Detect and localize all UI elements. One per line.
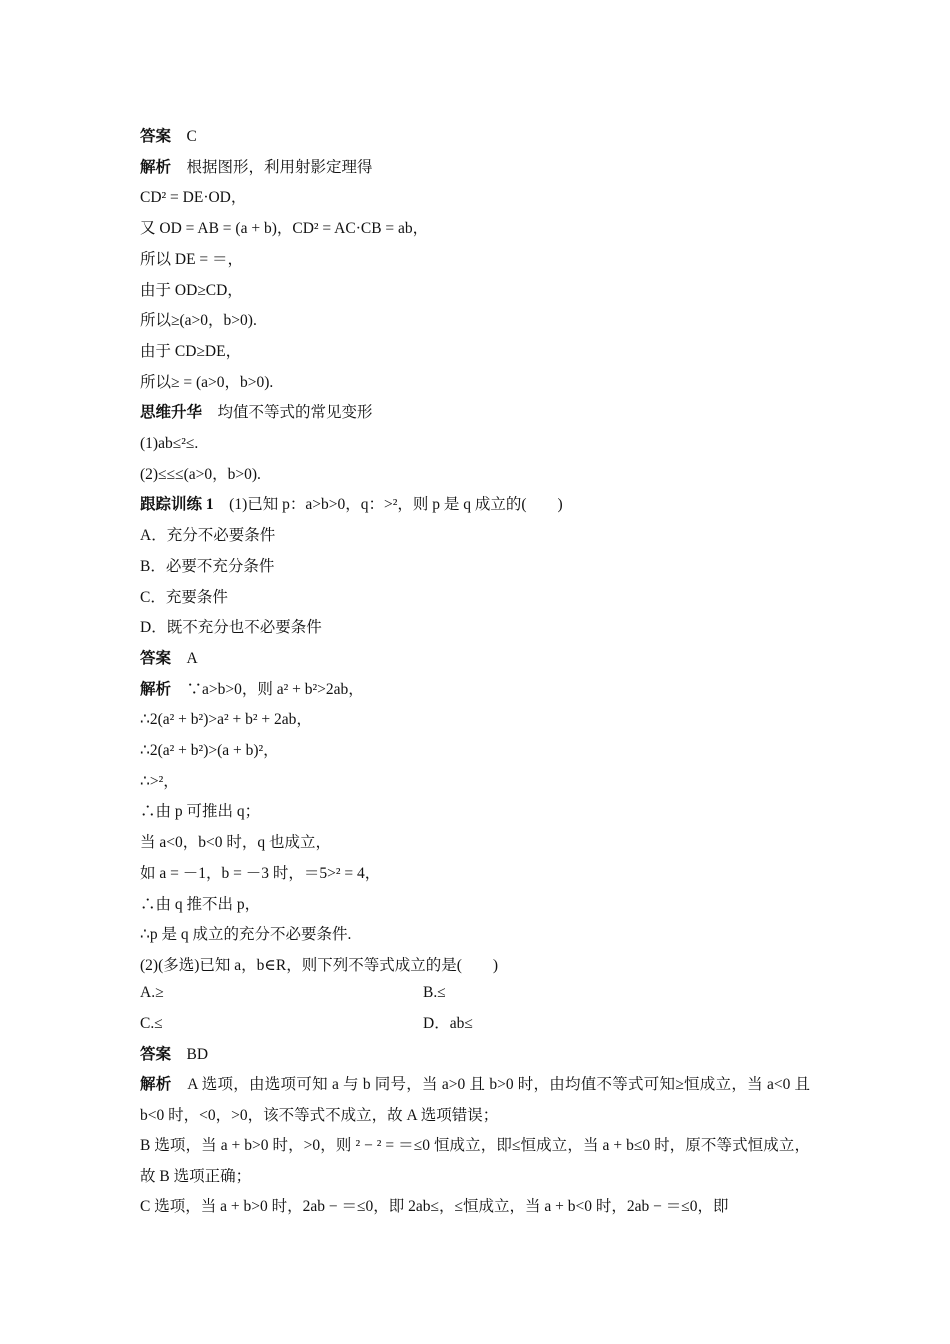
line-text: ∴2(a² + b²)>(a + b)²， bbox=[140, 742, 279, 759]
text-line bbox=[140, 342, 241, 362]
line-text: ∵a>b>0，则 a² + b²>2ab， bbox=[186, 680, 364, 698]
analysis-para-1 bbox=[140, 1069, 810, 1131]
answer-text: BD bbox=[186, 1046, 209, 1063]
text-line bbox=[140, 895, 260, 915]
analysis-para-2 bbox=[140, 1130, 810, 1192]
text-line bbox=[140, 373, 273, 393]
line-text: ∴由 q 推不出 p， bbox=[140, 895, 261, 913]
line-text: (1)已知 p：a>b>0，q：>²，则 p 是 q 成立的( ) bbox=[229, 496, 563, 514]
text-line bbox=[140, 802, 260, 822]
text-line bbox=[140, 680, 364, 700]
option-row-1 bbox=[140, 983, 164, 1003]
text-line bbox=[140, 618, 322, 638]
option-a: A.≥ bbox=[140, 984, 164, 1001]
text-line bbox=[140, 925, 351, 945]
line-text: 均值不等式的常见变形 bbox=[217, 404, 373, 422]
line-text: 由于 CD≥DE， bbox=[140, 342, 242, 360]
option-c: C.≤ bbox=[140, 1015, 163, 1032]
line-text: 根据图形，利用射影定理得 bbox=[186, 158, 373, 176]
line-text: ∴由 p 可推出 q； bbox=[140, 803, 261, 821]
analysis-text-1: A 选项，由选项可知 a 与 b 同号，当 a>0 且 b>0 时，由均值不等式可知≥恒成立，当 a<0 且 b<0 时，<0，>0，该不等式不成立，故 A 选项错误； bbox=[140, 1076, 810, 1124]
text-line bbox=[140, 250, 243, 270]
line-text: A．充分不必要条件 bbox=[140, 527, 276, 545]
line-text: B．必要不充分条件 bbox=[140, 557, 275, 575]
line-text: 所以≥(a>0，b>0). bbox=[140, 312, 257, 330]
line-text: (1)ab≤²≤. bbox=[140, 435, 199, 452]
line-text: 又 OD = AB = (a + b)，CD² = AC·CB = ab， bbox=[140, 220, 429, 238]
text-line bbox=[140, 710, 312, 730]
line-text: A bbox=[186, 649, 198, 667]
text-line bbox=[140, 127, 197, 147]
line-text: ∴>²， bbox=[140, 772, 179, 790]
text-line bbox=[140, 311, 257, 331]
analysis-text-2: B 选项，当 a + b>0 时，>0，则 ² − ² = ＝≤0 恒成立，即≤恒成立，当 a + b≤0 时，原不等式恒成立，故 B 选项正确； bbox=[140, 1137, 810, 1185]
line-text: D．既不充分也不必要条件 bbox=[140, 619, 322, 637]
option-row-2 bbox=[140, 1014, 163, 1034]
line-text: 由于 OD≥CD， bbox=[140, 281, 243, 299]
analysis-text-3: C 选项，当 a + b>0 时，2ab − ＝≤0，即 2ab≤，≤恒成立，当 a + b<0 时，2ab − ＝≤0，即 bbox=[140, 1198, 729, 1215]
line-text: 所以≥ = (a>0，b>0). bbox=[140, 373, 274, 391]
text-line bbox=[140, 557, 274, 577]
line-text: ∴p 是 q 成立的充分不必要条件. bbox=[140, 926, 352, 944]
line-text: 当 a<0，b<0 时，q 也成立， bbox=[140, 834, 331, 852]
line-label: 解析 bbox=[140, 680, 172, 698]
option-b: B.≤ bbox=[423, 984, 446, 1001]
text-line bbox=[140, 833, 331, 853]
line-text: 所以 DE = ＝， bbox=[140, 250, 244, 268]
text-line bbox=[140, 526, 275, 546]
text-line bbox=[140, 465, 261, 485]
option-d: D．ab≤ bbox=[423, 1015, 473, 1032]
line-label: 跟踪训练 1 bbox=[140, 496, 214, 514]
line-text: C bbox=[186, 128, 197, 145]
line-label: 答案 bbox=[140, 649, 172, 667]
line-label: 思维升华 bbox=[140, 404, 203, 422]
text-line bbox=[140, 772, 179, 792]
line-text: C．充要条件 bbox=[140, 588, 228, 606]
line-text: (2)(多选)已知 a，b∈R，则下列不等式成立的是( ) bbox=[140, 956, 499, 974]
line-text: CD² = DE·OD， bbox=[140, 189, 247, 207]
line-text: ∴2(a² + b²)>a² + b² + 2ab， bbox=[140, 711, 312, 729]
analysis-para-3 bbox=[140, 1191, 810, 1222]
line-label: 解析 bbox=[140, 158, 172, 176]
text-line bbox=[140, 495, 563, 515]
text-line bbox=[140, 956, 498, 976]
text-line bbox=[140, 434, 198, 454]
analysis-label: 解析 bbox=[140, 1076, 172, 1093]
text-line bbox=[140, 158, 373, 178]
text-line bbox=[140, 403, 373, 423]
option-d-wrap bbox=[423, 1014, 473, 1034]
text-line bbox=[140, 741, 279, 761]
line-text: 如 a = －1，b = －3 时，＝5>² = 4， bbox=[140, 864, 381, 882]
line-label: 答案 bbox=[140, 128, 172, 145]
text-line bbox=[140, 588, 228, 608]
answer-line bbox=[140, 1045, 208, 1065]
text-line bbox=[140, 188, 246, 208]
line-text: (2)≤≤≤(a>0，b>0). bbox=[140, 465, 261, 483]
text-line bbox=[140, 219, 428, 239]
option-b-wrap bbox=[423, 983, 446, 1003]
text-line bbox=[140, 864, 380, 884]
text-line bbox=[140, 281, 243, 301]
answer-label: 答案 bbox=[140, 1046, 172, 1063]
text-line bbox=[140, 649, 198, 669]
